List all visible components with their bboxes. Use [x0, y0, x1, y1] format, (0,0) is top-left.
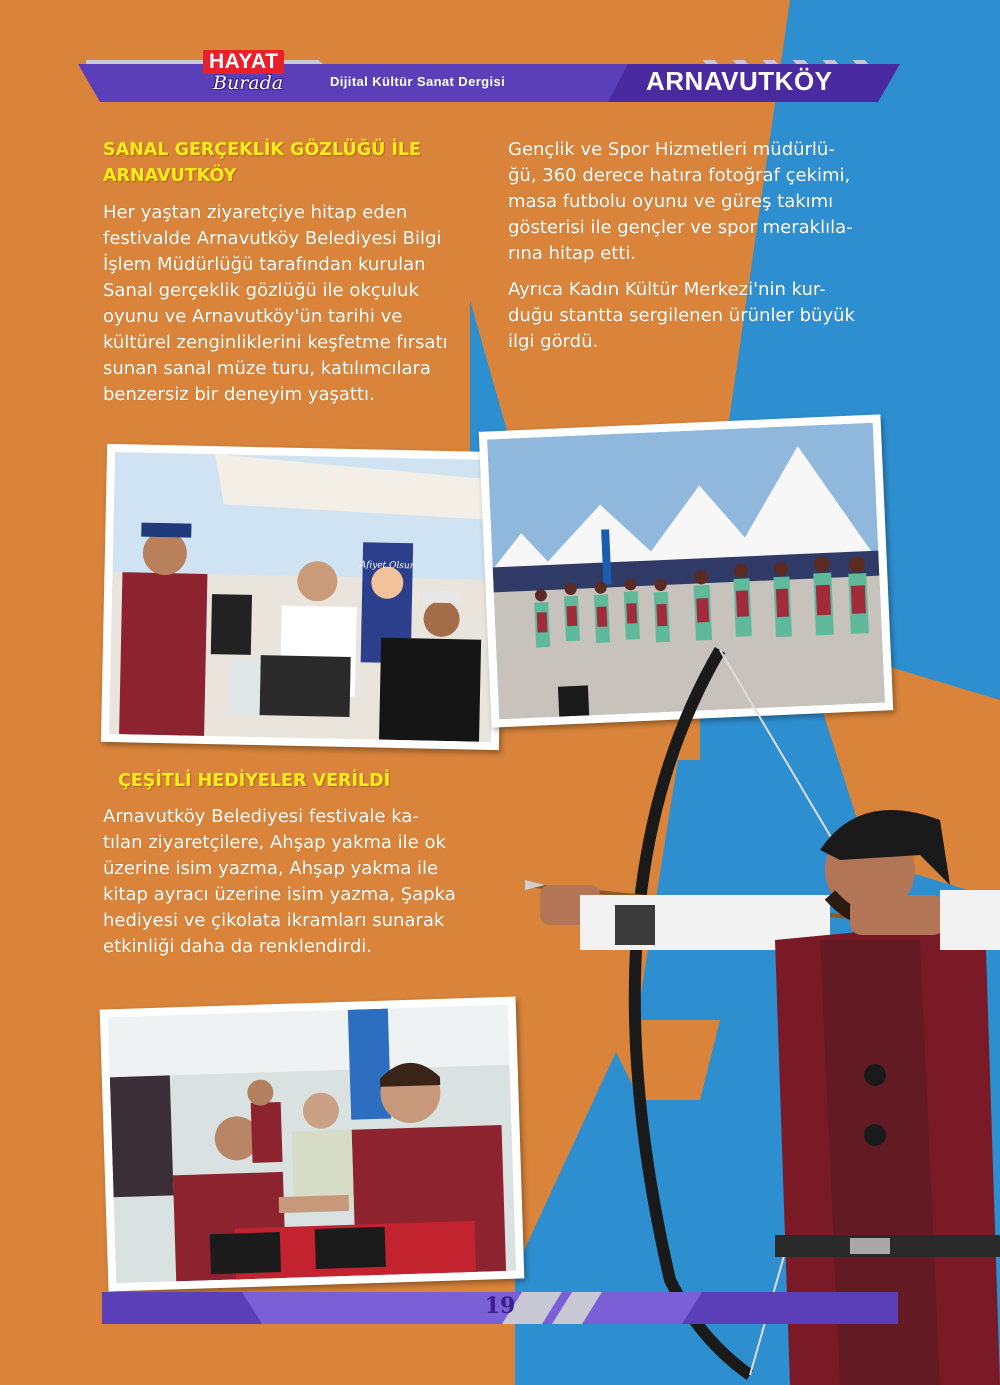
district-title: ARNAVUTKÖY [646, 66, 833, 96]
arm-wrestling-photo-image [108, 1005, 516, 1283]
booth-photo-image [109, 452, 497, 742]
gifts-heading: ÇEŞİTLİ HEDİYELER VERİLDİ [118, 771, 391, 791]
vr-body: Her yaştan ziyaretçiye hitap eden festivalde Arnavutköy Belediyesi Bilgi İşlem Müdürlüğü tarafından kurulan Sanal gerçeklik gözlüğü ile okçuluk oyunu ve Arnavutköy'ün tarihi ve kültürel zenginliklerini keşfetme fırsatı sunan sanal müze turu, katılımcılara benzersiz bir deneyim yaşattı. [103, 202, 448, 405]
youth-body-2: Ayrıca Kadın Kültür Merkezi'nin kur- duğu stantta sergilenen ürünler büyük ilgi gördü. [508, 279, 855, 352]
booth-sign-text: Afiyet Olsun [359, 560, 416, 572]
archer-figure [520, 640, 1000, 1385]
vr-heading: SANAL GERÇEKLİK GÖZLÜĞÜ İLE ARNAVUTKÖY [103, 140, 421, 186]
booth-photo [101, 444, 505, 750]
hayat-burada-logo [203, 50, 303, 102]
arm-wrestling-photo [100, 997, 525, 1292]
gifts-body: Arnavutköy Belediyesi festivale ka- tılan ziyaretçilere, Ahşap yakma ile ok üzerine isim yazma, Ahşap yakma ile kitap ayracı üzerine isim yazma, Şapka hediyesi ve çikolata ikramları sunarak etkinliği daha da renklendirdi. [103, 806, 456, 957]
logo-hayat-text: HAYAT [203, 50, 284, 74]
logo-burada-text: Burada [213, 72, 284, 94]
magazine-subtitle: Dijital Kültür Sanat Dergisi [330, 74, 506, 89]
youth-body-1: Gençlik ve Spor Hizmetleri müdürlü- ğü, 360 derece hatıra fotoğraf çekimi, masa futbolu oyunu ve güreş takımı gösterisi ile gençler ve spor meraklıla- rına hitap etti. [508, 139, 853, 264]
page-number: 19 [484, 1293, 516, 1319]
